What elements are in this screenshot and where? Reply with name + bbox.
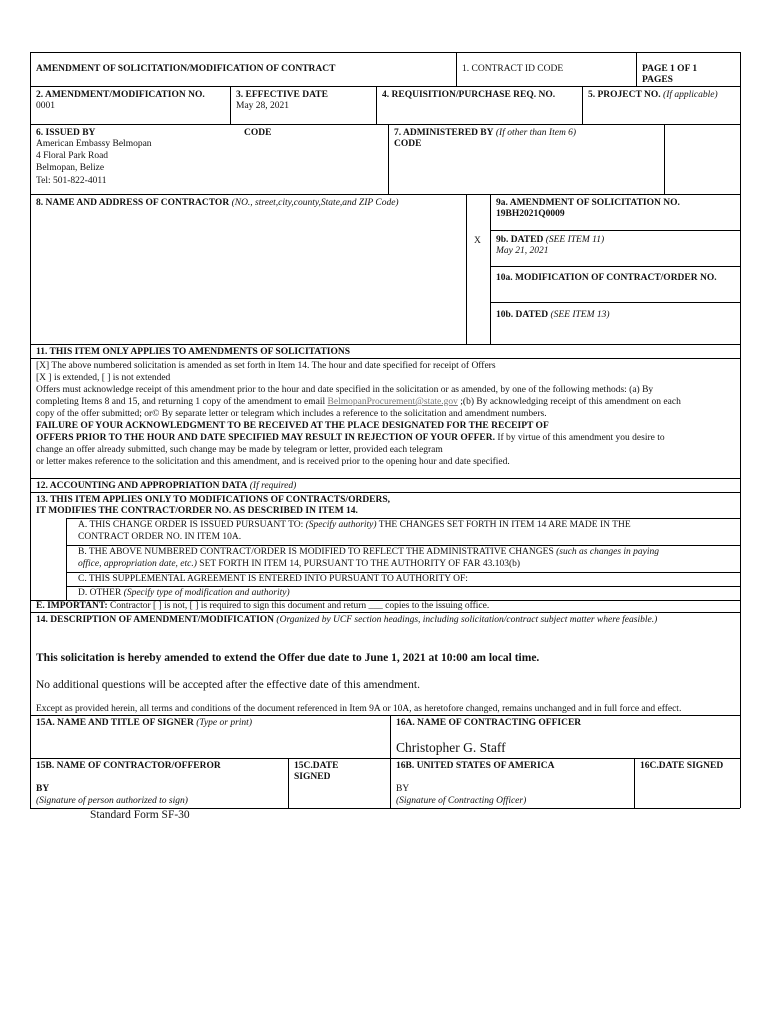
item11-line-3: Offers must acknowledge receipt of this amendment prior to the hour and date specified in the solicitation or as amended, by one of the following methods: (a) By [36, 385, 654, 395]
issued-line-3: Belmopan, Belize [36, 163, 105, 173]
item13-a-pre: A. THIS CHANGE ORDER IS ISSUED PURSUANT TO: [78, 520, 306, 530]
item11-heading: 11. THIS ITEM ONLY APPLIES TO AMENDMENTS OF SOLICITATIONS [36, 347, 351, 357]
project-note: (If applicable) [663, 90, 718, 100]
by-contractor-label: BY [36, 784, 50, 794]
item11-line-4b: ;(b) By acknowledging receipt of this amendment on each [457, 397, 681, 407]
item13-heading-1: 13. THIS ITEM APPLIES ONLY TO MODIFICATIONS OF CONTRACTS/ORDERS, [36, 495, 391, 505]
administered-label [394, 128, 576, 140]
item11-line-9: or letter makes reference to the solicitation and this amendment, and is received prior to the opening hour and date specified. [36, 457, 510, 467]
contractor-label-text: 8. NAME AND ADDRESS OF CONTRACTOR [36, 198, 230, 208]
item11-line-7b: If by virtue of this amendment you desire to [494, 433, 665, 443]
item13-b-pre: B. THE ABOVE NUMBERED CONTRACT/ORDER IS MODIFIED TO REFLECT THE ADMINISTRATIVE CHANGES [78, 547, 557, 557]
issued-line-2: 4 Floral Park Road [36, 151, 109, 161]
effective-date-label: 3. EFFECTIVE DATE [236, 90, 328, 100]
item10b-note: (SEE ITEM 13) [550, 310, 610, 320]
item13-d-pre: D. OTHER [78, 588, 124, 598]
administered-note: (If other than Item 6) [495, 128, 577, 138]
item11-line-7a: OFFERS PRIOR TO THE HOUR AND DATE SPECIFIED MAY RESULT IN REJECTION OF YOUR OFFER. [36, 433, 495, 443]
item13-e-pre: E. IMPORTANT: [36, 601, 108, 611]
item14-sub-text: No additional questions will be accepted after the effective date of this amendment. [36, 679, 420, 691]
item13-b-italic: (such as changes in paying [556, 547, 660, 557]
item11-line-5: copy of the offer submitted; or© By separate letter or telegram which includes a reference to the solicitation and amendment numbers. [36, 409, 547, 419]
item12-note: (If required) [249, 481, 297, 491]
item10a-label: 10a. MODIFICATION OF CONTRACT/ORDER NO. [496, 273, 717, 283]
item14-note: (Organized by UCF section headings, including solicitation/contract subject matter where feasible.) [276, 615, 658, 625]
administered-label-text: 7. ADMINISTERED BY [394, 128, 494, 138]
contracting-officer-name[interactable]: Christopher G. Staff [396, 740, 506, 755]
item13-c: C. THIS SUPPLEMENTAL AGREEMENT IS ENTERED INTO PURSUANT TO AUTHORITY OF: [78, 574, 468, 584]
s15c-label-1: 15C.DATE [294, 761, 339, 771]
item13-heading-2: IT MODIFIES THE CONTRACT/ORDER NO. AS DESCRIBED IN ITEM 14. [36, 506, 358, 516]
item13-b-line-1 [78, 547, 659, 559]
by-officer-label: BY [396, 784, 410, 794]
item11-line-4 [36, 397, 681, 409]
page-label: PAGE 1 OF 1 [642, 64, 698, 74]
s15a-label-text: 15A. NAME AND TITLE OF SIGNER [36, 718, 194, 728]
project-label [588, 90, 718, 102]
item13-b-line-2 [78, 559, 520, 571]
item14-except-text: Except as provided herein, all terms and conditions of the document referenced in Item 9A or 10A, as heretofore changed, remains unchanged and in full force and effect. [36, 704, 682, 714]
administered-code-label: CODE [394, 139, 422, 149]
item13-e [36, 601, 489, 613]
s15c-label-2: SIGNED [294, 772, 331, 782]
item9b-label-text: 9b. DATED [496, 235, 544, 245]
s15a-label [36, 718, 252, 730]
item9b-value[interactable]: May 21, 2021 [496, 246, 549, 256]
s15a-note: (Type or print) [196, 718, 252, 728]
project-label-text: 5. PROJECT NO. [588, 90, 661, 100]
form-footer: Standard Form SF-30 [90, 809, 190, 821]
s16c-label: 16C.DATE SIGNED [640, 761, 724, 771]
item13-d-italic: (Specify type of modification and authority) [123, 588, 290, 598]
item10b-label-text: 10b. DATED [496, 310, 549, 320]
procurement-email-link[interactable]: BelmopanProcurement@state.gov [327, 397, 458, 407]
item11-line-1: [X] The above numbered solicitation is amended as set forth in Item 14. The hour and date specified for receipt of Offers [36, 361, 496, 371]
item11-line-7 [36, 433, 665, 445]
item13-a-italic: (Specify authority) [305, 520, 377, 530]
item11-line-8: change an offer already submitted, such change may be made by telegram or letter, provided each telegram [36, 445, 443, 455]
s16b-label: 16B. UNITED STATES OF AMERICA [396, 761, 555, 771]
item11-line-6: FAILURE OF YOUR ACKNOWLEDGMENT TO BE RECEIVED AT THE PLACE DESIGNATED FOR THE RECEIPT OF [36, 421, 549, 431]
amendment-value[interactable]: 0001 [36, 101, 55, 111]
item9b-note: (SEE ITEM 11) [545, 235, 605, 245]
issued-code-label: CODE [244, 128, 272, 138]
item11-line-4a: completing Items 8 and 15, and returning 1 copy of the amendment to email [36, 397, 328, 407]
contractor-signature-note: (Signature of person authorized to sign) [36, 796, 188, 806]
form-title: AMENDMENT OF SOLICITATION/MODIFICATION OF CONTRACT [36, 64, 336, 74]
item14-label [36, 615, 657, 627]
item13-e-post: Contractor [ ] is not, [ ] is required to sign this document and return ___ copies to the issuing office. [107, 601, 490, 611]
item9-checkmark[interactable]: X [474, 236, 481, 246]
item10b-label [496, 310, 610, 322]
item12-label [36, 481, 296, 493]
item12-label-text: 12. ACCOUNTING AND APPROPRIATION DATA [36, 481, 248, 491]
requisition-label: 4. REQUISITION/PURCHASE REQ. NO. [382, 90, 556, 100]
s16a-label: 16A. NAME OF CONTRACTING OFFICER [396, 718, 582, 728]
item13-a-line-1 [78, 520, 631, 532]
item13-a-post: THE CHANGES SET FORTH IN ITEM 14 ARE MADE IN THE [376, 520, 631, 530]
contractor-label [36, 198, 399, 210]
item9b-label [496, 235, 604, 247]
item9a-label: 9a. AMENDMENT OF SOLICITATION NO. [496, 198, 680, 208]
item14-label-text: 14. DESCRIPTION OF AMENDMENT/MODIFICATION [36, 615, 275, 625]
item11-line-2: [X ] is extended, [ ] is not extended [36, 373, 171, 383]
issued-line-1: American Embassy Belmopan [36, 139, 152, 149]
item13-b2-italic: office, appropriation date, etc.) [78, 559, 197, 569]
effective-date-value[interactable]: May 28, 2021 [236, 101, 290, 111]
contract-id-label: 1. CONTRACT ID CODE [462, 64, 564, 74]
item14-main-text: This solicitation is hereby amended to extend the Offer due date to June 1, 2021 at 10:00 am local time. [36, 652, 540, 664]
item13-a-line-2: CONTRACT ORDER NO. IN ITEM 10A. [78, 532, 242, 542]
s15b-label: 15B. NAME OF CONTRACTOR/OFFEROR [36, 761, 221, 771]
amendment-label: 2. AMENDMENT/MODIFICATION NO. [36, 90, 205, 100]
item13-d [78, 588, 290, 600]
issued-by-label: 6. ISSUED BY [36, 128, 96, 138]
item13-b2-post: SET FORTH IN ITEM 14, PURSUANT TO THE AUTHORITY OF FAR 43.103(b) [196, 559, 521, 569]
contractor-note: (NO., street,city,county,State,and ZIP Code) [231, 198, 399, 208]
issued-line-4: Tel: 501-822-4011 [36, 176, 107, 186]
pages-label: PAGES [642, 75, 673, 85]
item9a-value[interactable]: 19BH2021Q0009 [496, 209, 565, 219]
officer-signature-note: (Signature of Contracting Officer) [396, 796, 527, 806]
